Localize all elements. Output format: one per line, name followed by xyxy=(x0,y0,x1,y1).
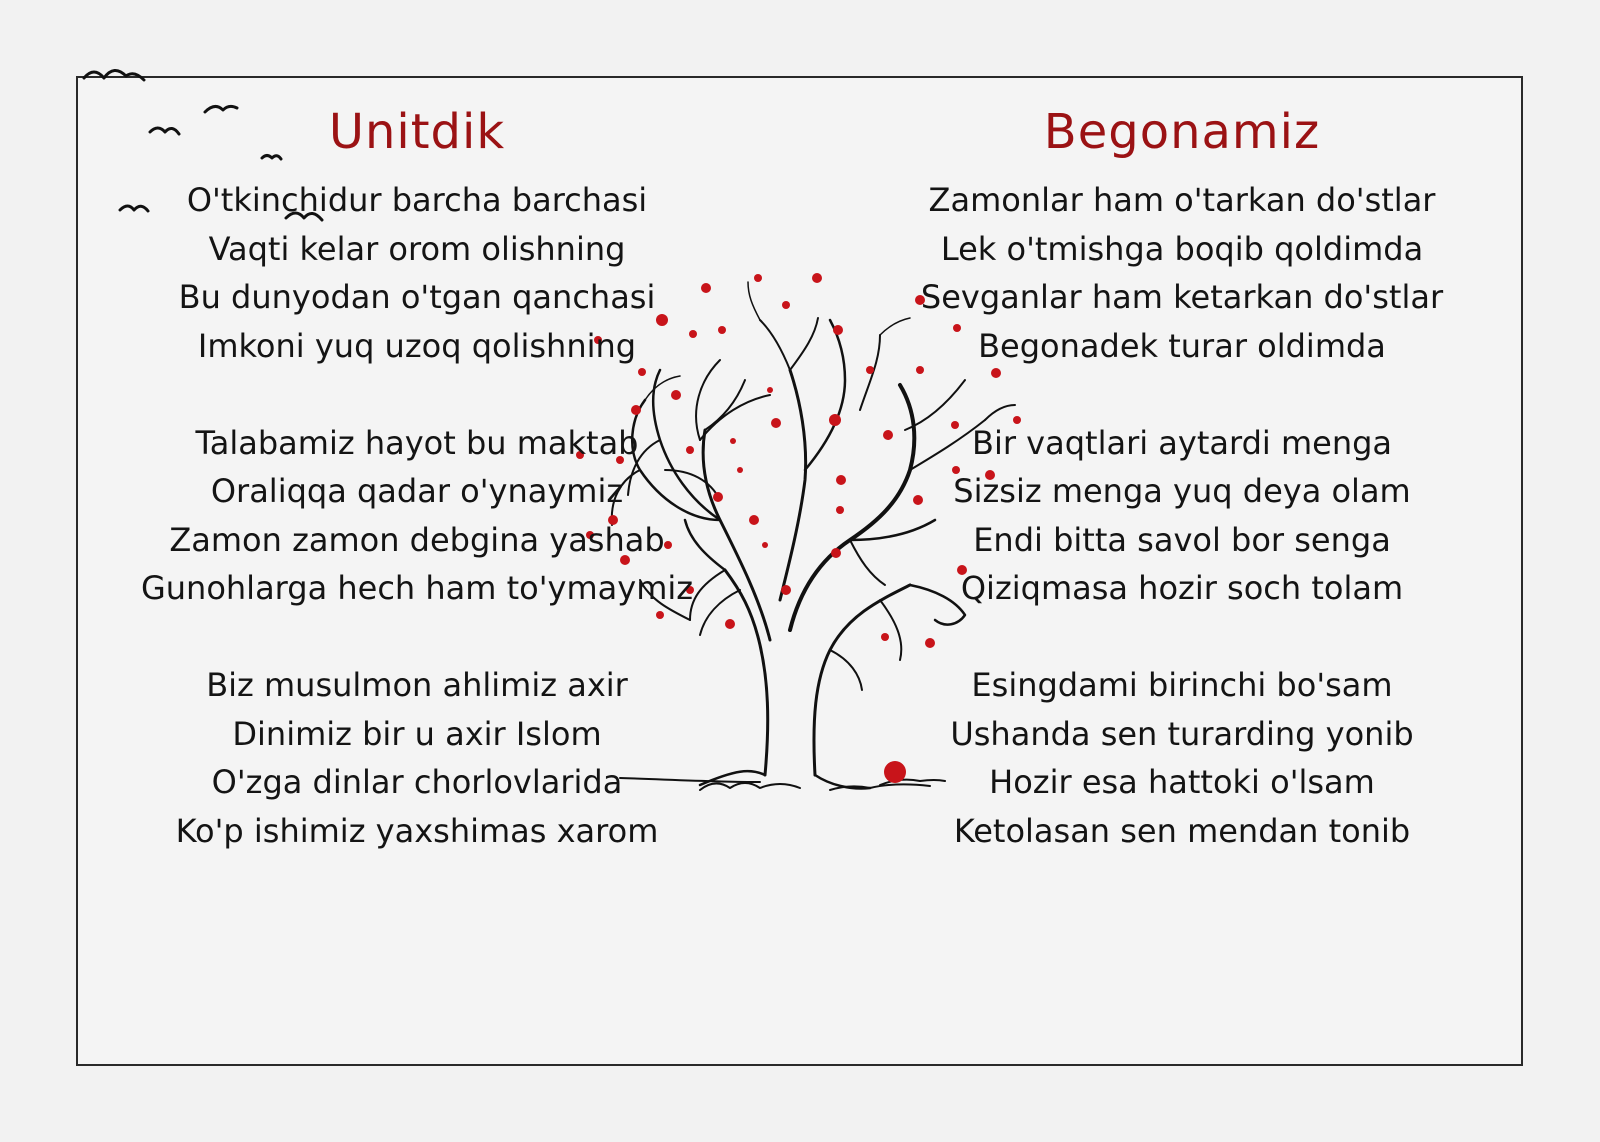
poem-line: Zamonlar ham o'tarkan do'stlar xyxy=(928,181,1436,219)
left-poem-body xyxy=(67,176,767,904)
stanza xyxy=(67,176,767,370)
poem-line: Zamon zamon debgina yashab xyxy=(169,520,665,559)
poem-line: Endi bitta savol bor senga xyxy=(973,520,1391,559)
poem-line: Talabamiz hayot bu maktab xyxy=(195,423,639,462)
poem-line: Oraliqqa qadar o'ynaymiz xyxy=(210,472,624,510)
poem-line: Imkoni yuq uzoq qolishning xyxy=(197,326,637,365)
stanza xyxy=(67,419,767,613)
poem-line: O'zga dinlar chorlovlarida xyxy=(211,763,623,801)
poem-line: Bu dunyodan o'tgan qanchasi xyxy=(178,278,656,316)
poem-line: Hozir esa hattoki o'lsam xyxy=(989,763,1375,801)
right-poem-body xyxy=(832,176,1532,904)
right-poem-title: Begonamiz xyxy=(1043,104,1321,160)
poem-line: Dinimiz bir u axir Islom xyxy=(232,714,602,753)
stanza xyxy=(832,176,1532,370)
poem-line: Bir vaqtlari aytardi menga xyxy=(971,423,1393,462)
poem-line: Sevganlar ham ketarkan do'stlar xyxy=(920,278,1444,316)
poem-line: Ko'p ishimiz yaxshimas xarom xyxy=(175,811,659,850)
left-poem-title: Unitdik xyxy=(328,104,506,160)
poem-line: Ushanda sen turarding yonib xyxy=(950,714,1414,753)
poem-line: O'tkinchidur barcha barchasi xyxy=(186,181,648,219)
poem-line: Biz musulmon ahlimiz axir xyxy=(206,666,628,704)
poem-line: Esingdami birinchi bo'sam xyxy=(971,666,1393,704)
poem-line: Sizsiz menga yuq deya olam xyxy=(953,472,1411,510)
poem-line: Vaqti kelar orom olishning xyxy=(208,229,626,268)
stanza xyxy=(832,419,1532,613)
poem-line: Qiziqmasa hozir soch tolam xyxy=(960,569,1404,607)
poem-line: Ketolasan sen mendan tonib xyxy=(953,811,1411,850)
stanza xyxy=(67,661,767,855)
poem-line: Gunohlarga hech ham to'ymaymiz xyxy=(140,569,694,607)
stanza xyxy=(832,661,1532,855)
poem-line: Lek o'tmishga boqib qoldimda xyxy=(940,229,1424,268)
poem-line: Begonadek turar oldimda xyxy=(978,326,1386,365)
